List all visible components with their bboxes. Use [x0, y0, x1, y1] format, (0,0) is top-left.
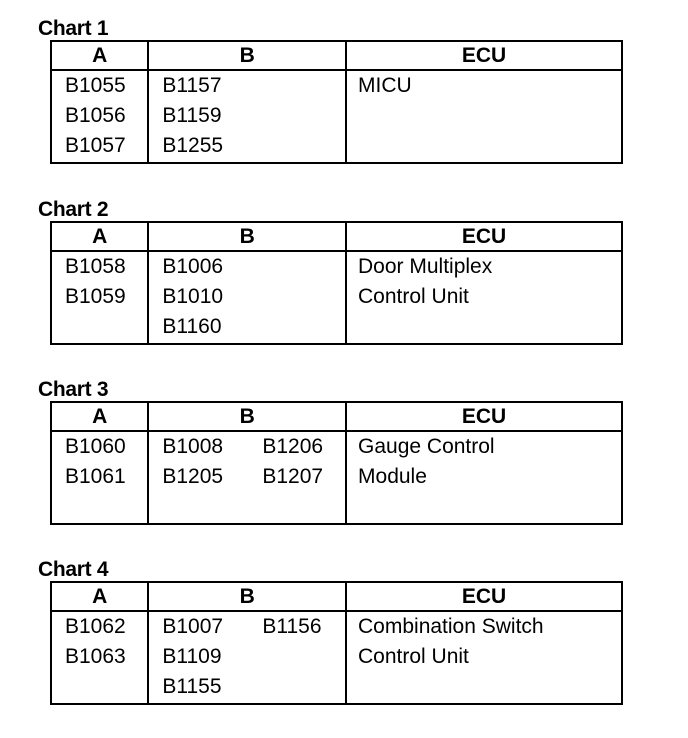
- code-b: B1159: [162, 104, 222, 127]
- chart-2-body-row: [51, 251, 622, 344]
- column-header-a: A: [51, 222, 148, 251]
- code-b: B1207: [262, 465, 324, 488]
- column-header-ecu: ECU: [346, 222, 622, 251]
- column-header-ecu: ECU: [346, 402, 622, 431]
- chart-2-cell-ecu: [346, 251, 622, 344]
- column-header-a: A: [51, 402, 148, 431]
- column-header-b: B: [148, 402, 346, 431]
- code-b: B1157: [162, 74, 222, 97]
- chart-1-cell-ecu: [346, 70, 622, 163]
- chart-3-body-row: [51, 431, 622, 524]
- chart-4-cell-ecu: [346, 611, 622, 704]
- chart-4-table: [50, 581, 623, 705]
- chart-2-cell-b: [148, 251, 346, 344]
- code-a: B1056: [65, 104, 126, 127]
- column-header-b: B: [148, 582, 346, 611]
- code-a: B1060: [65, 435, 126, 458]
- chart-3-cell-b: [148, 431, 346, 524]
- chart-3-title: Chart 3: [38, 378, 109, 401]
- code-b: B1206: [262, 435, 324, 458]
- ecu-name: Door Multiplex: [358, 255, 493, 278]
- code-b: B1156: [262, 615, 322, 638]
- chart-3-table: [50, 401, 623, 525]
- code-b: B1155: [162, 675, 222, 698]
- chart-1-table: [50, 40, 623, 164]
- chart-1-title: Chart 1: [38, 17, 109, 40]
- chart-3-header-row: [51, 402, 622, 431]
- code-a: B1063: [65, 645, 126, 668]
- chart-2-header-row: [51, 222, 622, 251]
- chart-2-title: Chart 2: [38, 198, 109, 221]
- code-b: B1255: [162, 134, 224, 157]
- column-header-b: B: [148, 222, 346, 251]
- chart-1-cell-b: [148, 70, 346, 163]
- chart-2-table: [50, 221, 623, 345]
- ecu-name: Control Unit: [358, 645, 469, 668]
- ecu-name: Module: [358, 465, 427, 488]
- chart-1-body-row: [51, 70, 622, 163]
- code-b: B1007: [162, 615, 224, 638]
- chart-1-cell-a: [51, 70, 148, 163]
- code-b: B1008: [162, 435, 224, 458]
- chart-4-cell-a: [51, 611, 148, 704]
- ecu-name: Control Unit: [358, 285, 469, 308]
- ecu-name: Combination Switch: [358, 615, 544, 638]
- chart-3-cell-a: [51, 431, 148, 524]
- chart-4-title: Chart 4: [38, 558, 109, 581]
- column-header-b: B: [148, 41, 346, 70]
- chart-4-body-row: [51, 611, 622, 704]
- chart-2-cell-a: [51, 251, 148, 344]
- code-b: B1010: [162, 285, 224, 308]
- code-a: B1062: [65, 615, 126, 638]
- ecu-name: Gauge Control: [358, 435, 495, 458]
- code-a: B1059: [65, 285, 126, 308]
- code-b: B1109: [162, 645, 222, 668]
- code-b: B1160: [162, 315, 222, 338]
- column-header-a: A: [51, 582, 148, 611]
- column-header-ecu: ECU: [346, 582, 622, 611]
- code-a: B1055: [65, 74, 126, 97]
- code-a: B1061: [65, 465, 126, 488]
- code-b: B1205: [162, 465, 224, 488]
- chart-1-header-row: [51, 41, 622, 70]
- code-a: B1057: [65, 134, 126, 157]
- chart-3-cell-ecu: [346, 431, 622, 524]
- code-b: B1006: [162, 255, 224, 278]
- ecu-name: MICU: [358, 74, 412, 97]
- column-header-ecu: ECU: [346, 41, 622, 70]
- chart-4-cell-b: [148, 611, 346, 704]
- column-header-a: A: [51, 41, 148, 70]
- code-a: B1058: [65, 255, 126, 278]
- chart-4-header-row: [51, 582, 622, 611]
